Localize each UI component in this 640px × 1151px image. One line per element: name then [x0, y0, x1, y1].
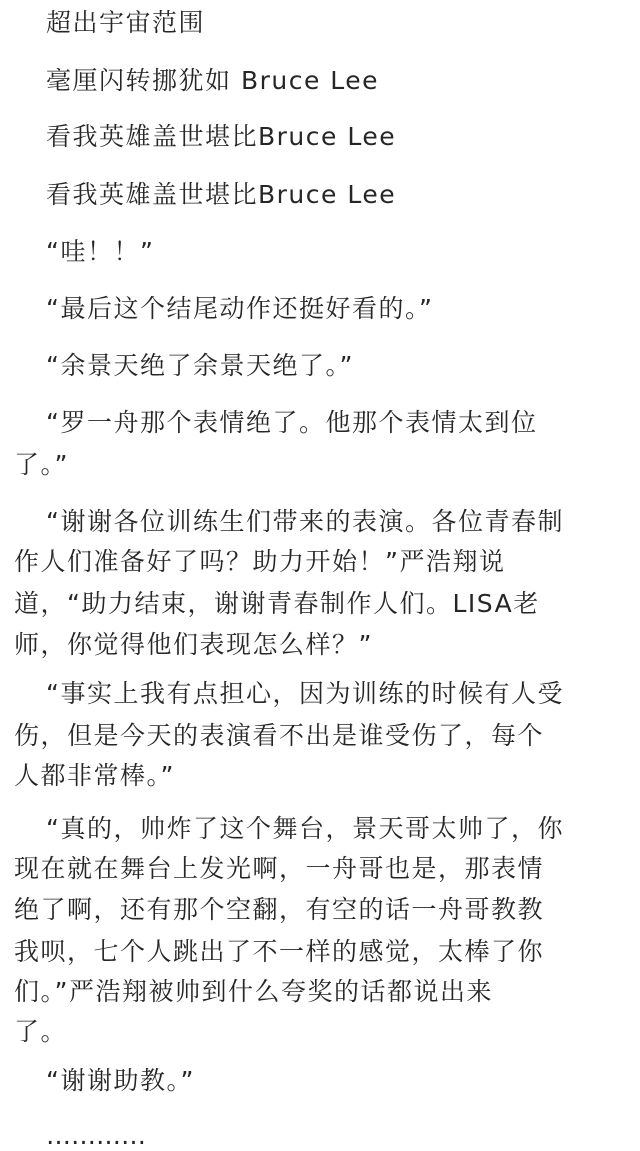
dialogue-line: “余景天绝了余景天绝了。” [46, 351, 354, 380]
dialogue-line: “谢谢助教。” [46, 1066, 195, 1095]
lyric-line-1: 超出宇宙范围 [46, 8, 206, 37]
paragraph-line: 师，你觉得他们表现怎么样？” [14, 630, 373, 659]
paragraph-line: “罗一舟那个表情绝了。他那个表情太到位 [46, 408, 538, 437]
paragraph-line: 人都非常棒。” [14, 761, 175, 790]
lyric-line-4: 看我英雄盖世堪比Bruce Lee [46, 180, 397, 209]
paragraph-line: 我呗，七个人跳出了不一样的感觉，太棒了你 [14, 937, 545, 966]
ellipsis-line: ………… [46, 1121, 146, 1150]
paragraph-line: 伤，但是今天的表演看不出是谁受伤了，每个 [14, 721, 545, 750]
paragraph-line: 绝了啊，还有那个空翻，有空的话一舟哥教教 [14, 895, 545, 924]
paragraph-line: 了。 [14, 1017, 68, 1046]
paragraph-line: 现在就在舞台上发光啊，一舟哥也是，那表情 [14, 854, 545, 883]
paragraph-line: “真的，帅炸了这个舞台，景天哥太帅了，你 [46, 814, 564, 843]
dialogue-line: “哇！！” [46, 237, 155, 266]
paragraph-line: “事实上我有点担心，因为训练的时候有人受 [46, 679, 564, 708]
lyric-line-2: 毫厘闪转挪犹如 Bruce Lee [46, 66, 380, 95]
paragraph-line: 了。” [14, 450, 69, 479]
dialogue-line: “最后这个结尾动作还挺好看的。” [46, 294, 434, 323]
paragraph-line: 道，“助力结束，谢谢青春制作人们。LISA老 [14, 589, 540, 618]
paragraph-line: 们。”严浩翔被帅到什么夸奖的话都说出来 [14, 977, 493, 1006]
lyric-line-3: 看我英雄盖世堪比Bruce Lee [46, 122, 397, 151]
paragraph-line: “谢谢各位训练生们带来的表演。各位青春制 [46, 507, 564, 536]
paragraph-line: 作人们准备好了吗？助力开始！”严浩翔说 [14, 547, 506, 576]
